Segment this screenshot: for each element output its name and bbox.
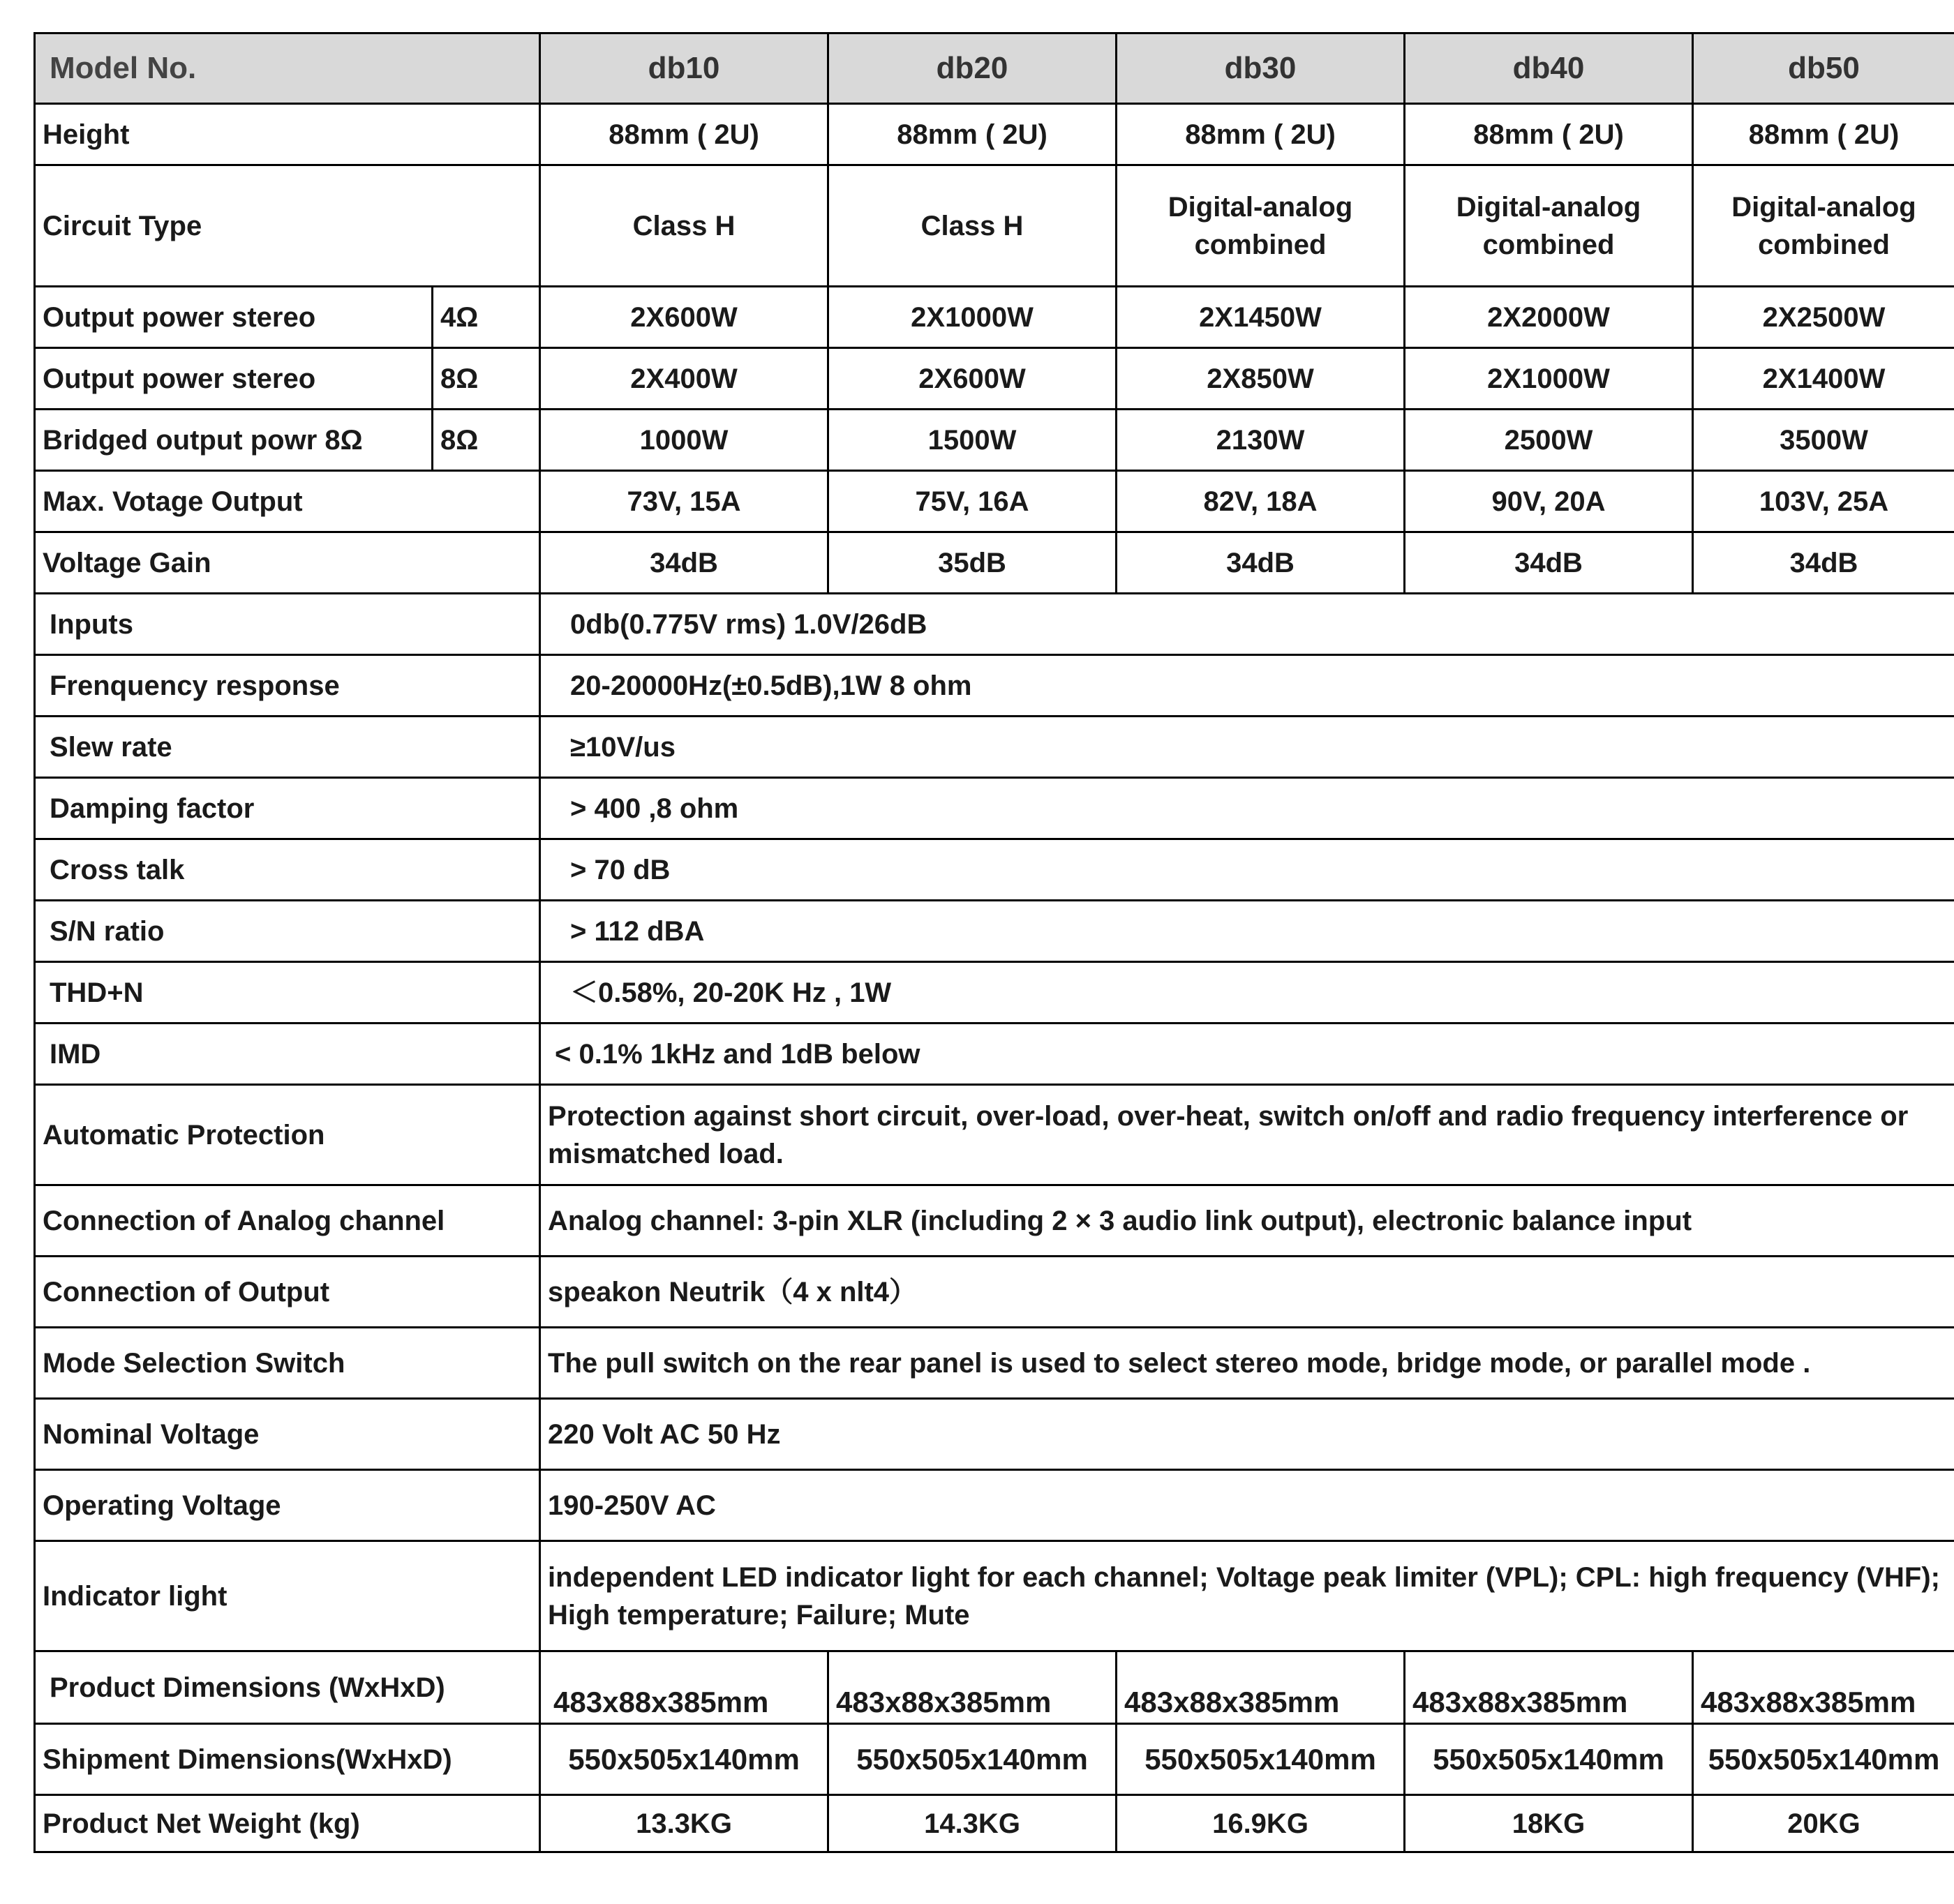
table-cell: 34dB	[1405, 532, 1693, 594]
table-cell: 90V, 20A	[1405, 471, 1693, 532]
row-value: ＜0.58%, 20-20K Hz , 1W	[540, 962, 1954, 1024]
table-cell: 2500W	[1405, 410, 1693, 471]
row-value: > 400 ,8 ohm	[540, 778, 1954, 839]
row-label: S/N ratio	[35, 901, 540, 962]
bridged-output-row	[35, 410, 1954, 471]
row-label: Frenquency response	[35, 655, 540, 717]
row-label: Shipment Dimensions(WxHxD)	[35, 1724, 540, 1795]
table-cell: 88mm ( 2U)	[1693, 104, 1954, 165]
row-label: Output power stereo	[35, 287, 433, 348]
table-cell: 75V, 16A	[828, 471, 1117, 532]
table-cell: 2X1400W	[1693, 348, 1954, 410]
height-row	[35, 104, 1954, 165]
table-cell: 550x505x140mm	[1693, 1724, 1954, 1795]
row-value: 0db(0.775V rms) 1.0V/26dB	[540, 594, 1954, 655]
table-cell: 483x88x385mm	[1117, 1651, 1405, 1724]
table-cell: 16.9KG	[1117, 1795, 1405, 1852]
row-value: 20-20000Hz(±0.5dB),1W 8 ohm	[540, 655, 1954, 717]
row-value: > 112 dBA	[540, 901, 1954, 962]
table-cell: 20KG	[1693, 1795, 1954, 1852]
model-db50: db50	[1693, 33, 1954, 104]
table-cell: 2X1450W	[1117, 287, 1405, 348]
row-label: Mode Selection Switch	[35, 1328, 540, 1399]
row-label: THD+N	[35, 962, 540, 1024]
model-db40: db40	[1405, 33, 1693, 104]
row-label: Output power stereo	[35, 348, 433, 410]
row-label: Product Net Weight (kg)	[35, 1795, 540, 1852]
inputs-row	[35, 594, 1954, 655]
row-value: 190-250V AC	[540, 1470, 1954, 1541]
analog-connection-row	[35, 1185, 1954, 1257]
row-value: The pull switch on the rear panel is used to select stereo mode, bridge mode, or parallel mode .	[540, 1328, 1954, 1399]
row-label: Damping factor	[35, 778, 540, 839]
row-value: ≥10V/us	[540, 717, 1954, 778]
table-cell: 88mm ( 2U)	[1405, 104, 1693, 165]
row-label: Max. Votage Output	[35, 471, 540, 532]
cross-talk-row	[35, 839, 1954, 901]
shipment-dimensions-row	[35, 1724, 1954, 1795]
table-cell: 2X600W	[540, 287, 828, 348]
table-cell: 103V, 25A	[1693, 471, 1954, 532]
row-label: Bridged output powr 8Ω	[35, 410, 433, 471]
row-value: Protection against short circuit, over-load, over-heat, switch on/off and radio frequency interference or mismatched load.	[540, 1085, 1954, 1185]
row-value: Analog channel: 3-pin XLR (including 2 × 3 audio link output), electronic balance input	[540, 1185, 1954, 1257]
thd-row	[35, 962, 1954, 1024]
operating-voltage-row	[35, 1470, 1954, 1541]
table-cell: 2130W	[1117, 410, 1405, 471]
table-cell: Digital-analog combined	[1693, 165, 1954, 287]
row-label: Product Dimensions (WxHxD)	[35, 1651, 540, 1724]
table-cell: 483x88x385mm	[1693, 1651, 1954, 1724]
row-label: Indicator light	[35, 1541, 540, 1651]
table-cell: 3500W	[1693, 410, 1954, 471]
table-cell: 2X1000W	[828, 287, 1117, 348]
row-label: Connection of Analog channel	[35, 1185, 540, 1257]
mode-selection-row	[35, 1328, 1954, 1399]
table-cell: 34dB	[1693, 532, 1954, 594]
table-cell: 34dB	[540, 532, 828, 594]
table-cell: Class H	[828, 165, 1117, 287]
voltage-gain-row	[35, 532, 1954, 594]
sn-ratio-row	[35, 901, 1954, 962]
table-cell: 2X600W	[828, 348, 1117, 410]
spec-table	[33, 32, 1954, 1853]
output-power-8ohm-row	[35, 348, 1954, 410]
slew-rate-row	[35, 717, 1954, 778]
table-cell: 550x505x140mm	[1405, 1724, 1693, 1795]
table-cell: 483x88x385mm	[1405, 1651, 1693, 1724]
model-db20: db20	[828, 33, 1117, 104]
imd-row	[35, 1024, 1954, 1085]
indicator-light-row	[35, 1541, 1954, 1651]
table-cell: 2X2000W	[1405, 287, 1693, 348]
damping-factor-row	[35, 778, 1954, 839]
circuit-type-row	[35, 165, 1954, 287]
max-voltage-row	[35, 471, 1954, 532]
table-cell: 18KG	[1405, 1795, 1693, 1852]
model-no-label: Model No.	[35, 33, 540, 104]
table-cell: 2X850W	[1117, 348, 1405, 410]
table-cell: 13.3KG	[540, 1795, 828, 1852]
row-label: Automatic Protection	[35, 1085, 540, 1185]
output-connection-row	[35, 1257, 1954, 1328]
table-cell: 1000W	[540, 410, 828, 471]
row-value: independent LED indicator light for each channel; Voltage peak limiter (VPL); CPL: high frequency (VHF); High temperature; Failure; Mute	[540, 1541, 1954, 1651]
row-value: speakon Neutrik（4 x nlt4）	[540, 1257, 1954, 1328]
nominal-voltage-row	[35, 1399, 1954, 1470]
row-value: < 0.1% 1kHz and 1dB below	[540, 1024, 1954, 1085]
table-cell: 550x505x140mm	[1117, 1724, 1405, 1795]
header-row	[35, 33, 1954, 104]
table-cell: 2X1000W	[1405, 348, 1693, 410]
row-label: Cross talk	[35, 839, 540, 901]
net-weight-row	[35, 1795, 1954, 1852]
table-cell: 34dB	[1117, 532, 1405, 594]
impedance-label: 8Ω	[433, 410, 540, 471]
table-cell: 550x505x140mm	[540, 1724, 828, 1795]
model-db10: db10	[540, 33, 828, 104]
automatic-protection-row	[35, 1085, 1954, 1185]
row-value: 220 Volt AC 50 Hz	[540, 1399, 1954, 1470]
row-label: Inputs	[35, 594, 540, 655]
table-cell: 73V, 15A	[540, 471, 828, 532]
row-label: Connection of Output	[35, 1257, 540, 1328]
table-cell: 1500W	[828, 410, 1117, 471]
output-power-4ohm-row	[35, 287, 1954, 348]
table-cell: 483x88x385mm	[828, 1651, 1117, 1724]
table-cell: 88mm ( 2U)	[540, 104, 828, 165]
row-label: Height	[35, 104, 540, 165]
row-label: IMD	[35, 1024, 540, 1085]
row-label: Slew rate	[35, 717, 540, 778]
table-cell: 82V, 18A	[1117, 471, 1405, 532]
table-cell: 88mm ( 2U)	[828, 104, 1117, 165]
row-label: Circuit Type	[35, 165, 540, 287]
impedance-label: 8Ω	[433, 348, 540, 410]
table-cell: 550x505x140mm	[828, 1724, 1117, 1795]
table-cell: Digital-analog combined	[1117, 165, 1405, 287]
table-cell: 35dB	[828, 532, 1117, 594]
table-cell: 2X400W	[540, 348, 828, 410]
row-label: Voltage Gain	[35, 532, 540, 594]
table-cell: 14.3KG	[828, 1795, 1117, 1852]
product-dimensions-row	[35, 1651, 1954, 1724]
row-value: > 70 dB	[540, 839, 1954, 901]
model-db30: db30	[1117, 33, 1405, 104]
table-cell: 88mm ( 2U)	[1117, 104, 1405, 165]
row-label: Nominal Voltage	[35, 1399, 540, 1470]
table-cell: Digital-analog combined	[1405, 165, 1693, 287]
row-label: Operating Voltage	[35, 1470, 540, 1541]
table-cell: 483x88x385mm	[540, 1651, 828, 1724]
table-cell: 2X2500W	[1693, 287, 1954, 348]
impedance-label: 4Ω	[433, 287, 540, 348]
frequency-response-row	[35, 655, 1954, 717]
table-cell: Class H	[540, 165, 828, 287]
